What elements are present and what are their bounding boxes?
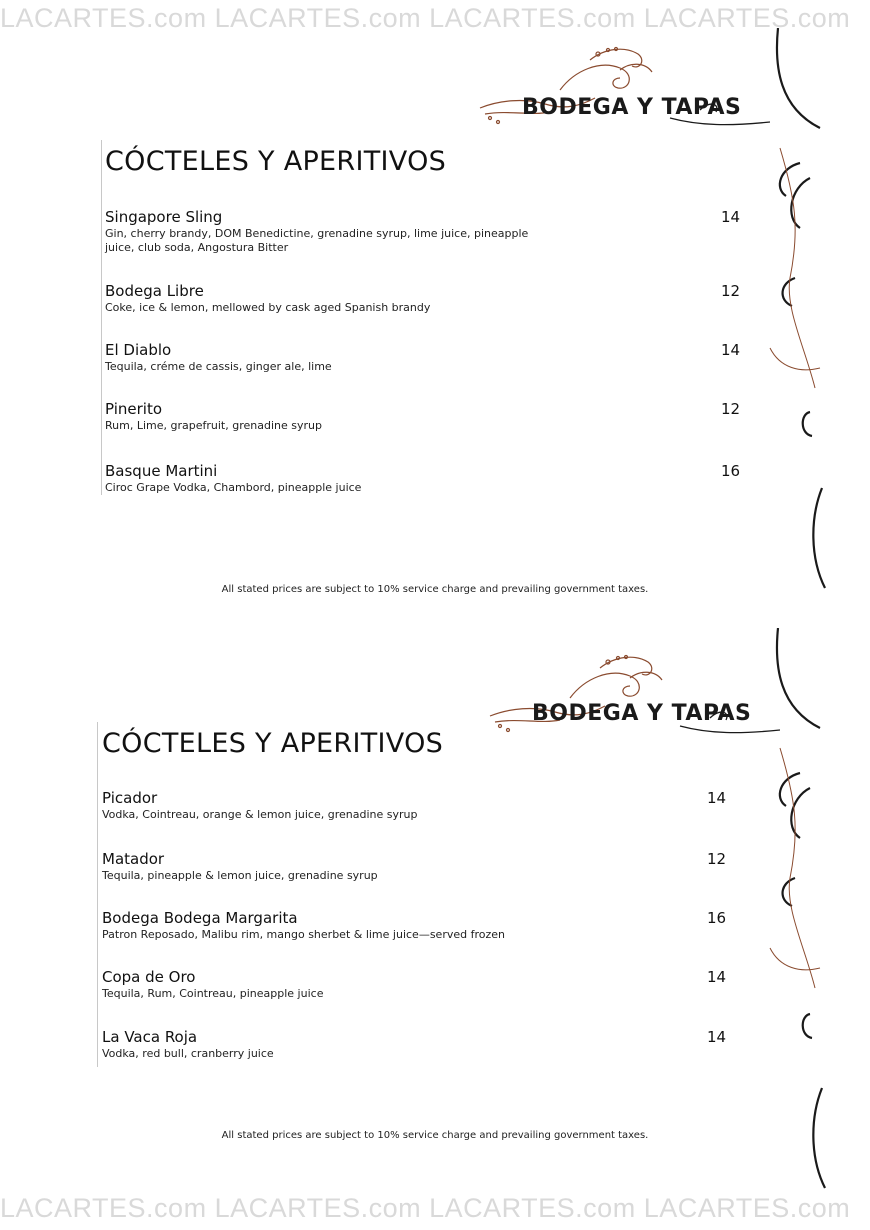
menu-divider-line bbox=[101, 140, 102, 495]
swirl-border-ornament bbox=[760, 28, 830, 598]
menu-item bbox=[102, 789, 742, 822]
item-description: Vodka, Cointreau, orange & lemon juice, grenadine syrup bbox=[102, 808, 418, 821]
menu-item bbox=[105, 400, 745, 433]
item-description: Tequila, pineapple & lemon juice, grenadine syrup bbox=[102, 869, 378, 882]
item-name: Pinerito bbox=[105, 400, 163, 418]
service-charge-note: All stated prices are subject to 10% service charge and prevailing government taxes. bbox=[221, 584, 649, 595]
item-name: Basque Martini bbox=[105, 462, 218, 480]
menu-item bbox=[105, 462, 745, 495]
item-name: Singapore Sling bbox=[105, 208, 223, 226]
menu-item bbox=[102, 909, 742, 942]
item-name: Picador bbox=[102, 789, 158, 807]
menu-item bbox=[105, 341, 745, 374]
swirl-logo-ornament bbox=[470, 40, 770, 140]
item-name: Bodega Bodega Margarita bbox=[102, 909, 298, 927]
swirl-logo-ornament bbox=[480, 648, 780, 748]
swirl-border-ornament bbox=[760, 628, 830, 1198]
service-charge-note: All stated prices are subject to 10% service charge and prevailing government taxes. bbox=[221, 1130, 649, 1141]
brand-logo: BODEGA Y TAPAS bbox=[532, 701, 752, 726]
item-description: Coke, ice & lemon, mellowed by cask aged Spanish brandy bbox=[105, 301, 431, 314]
menu-item bbox=[105, 282, 745, 315]
item-name: La Vaca Roja bbox=[102, 1028, 198, 1046]
watermark-bottom: LACARTES.com LACARTES.com LACARTES.com LACARTES.com bbox=[0, 1193, 851, 1223]
item-description: Tequila, Rum, Cointreau, pineapple juice bbox=[102, 987, 324, 1000]
item-description: Rum, Lime, grapefruit, grenadine syrup bbox=[105, 419, 322, 432]
item-price: 14 bbox=[721, 208, 741, 226]
item-description: Gin, cherry brandy, DOM Benedictine, grenadine syrup, lime juice, pineapple juice, club soda, Angostura Bitter bbox=[105, 227, 529, 254]
item-price: 16 bbox=[707, 909, 727, 927]
item-price: 12 bbox=[707, 850, 727, 868]
menu-item bbox=[105, 208, 745, 255]
menu-item bbox=[102, 1028, 742, 1061]
item-price: 14 bbox=[721, 341, 741, 359]
item-name: Copa de Oro bbox=[102, 968, 196, 986]
item-price: 14 bbox=[707, 1028, 727, 1046]
item-description: Tequila, créme de cassis, ginger ale, lime bbox=[105, 360, 332, 373]
item-price: 14 bbox=[707, 968, 727, 986]
brand-logo: BODEGA Y TAPAS bbox=[522, 95, 742, 120]
item-name: Matador bbox=[102, 850, 165, 868]
watermark-top: LACARTES.com LACARTES.com LACARTES.com LACARTES.com bbox=[0, 3, 851, 33]
menu-divider-line bbox=[97, 722, 98, 1067]
menu-item bbox=[102, 968, 742, 1001]
item-name: El Diablo bbox=[105, 341, 172, 359]
menu-title: CÓCTELES Y APERITIVOS bbox=[105, 146, 447, 177]
item-price: 12 bbox=[721, 400, 741, 418]
item-name: Bodega Libre bbox=[105, 282, 204, 300]
item-description: Ciroc Grape Vodka, Chambord, pineapple juice bbox=[105, 481, 362, 494]
item-description: Patron Reposado, Malibu rim, mango sherbet & lime juice—served frozen bbox=[102, 928, 505, 941]
item-price: 14 bbox=[707, 789, 727, 807]
item-description: Vodka, red bull, cranberry juice bbox=[102, 1047, 274, 1060]
item-price: 16 bbox=[721, 462, 741, 480]
menu-item bbox=[102, 850, 742, 883]
item-price: 12 bbox=[721, 282, 741, 300]
menu-title: CÓCTELES Y APERITIVOS bbox=[102, 728, 444, 759]
